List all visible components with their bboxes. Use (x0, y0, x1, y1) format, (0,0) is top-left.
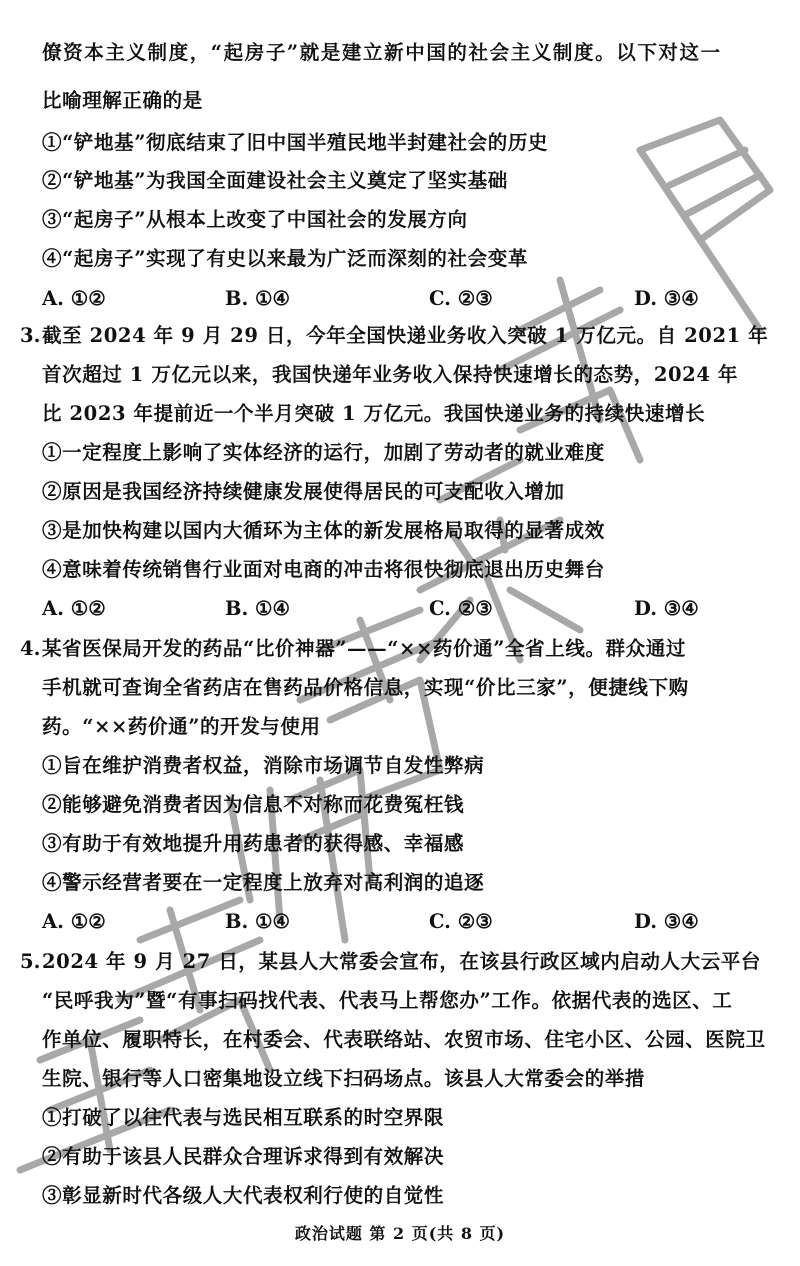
q4-stem-line-3: 药。“××药价通”的开发与使用 (42, 715, 321, 738)
q3-options (42, 594, 782, 624)
q4-item-2: ②能够避免消费者因为信息不对称而花费冤枉钱 (42, 793, 465, 816)
q3-option-a: A. ①② (42, 597, 106, 620)
q3-item-4: ④意味着传统销售行业面对电商的冲击将很快彻底退出历史舞台 (42, 558, 605, 581)
q2-item-1: ①“铲地基”彻底结束了旧中国半殖民地半封建社会的历史 (42, 131, 549, 154)
q5-stem-line-1: 2024 年 9 月 27 日，某县人大常委会宣布，在该县行政区域内启动人大云平台 (42, 950, 762, 973)
q4-item-4: ④警示经营者要在一定程度上放弃对高利润的追逐 (42, 871, 485, 894)
q4-stem-line-2: 手机就可查询全省药店在售药品价格信息，实现“价比三家”，便捷线下购 (42, 676, 689, 699)
q4-number: 4. (20, 637, 41, 660)
q2-option-a: A. ①② (42, 287, 106, 310)
q3-item-3: ③是加快构建以国内大循环为主体的新发展格局取得的显著成效 (42, 519, 605, 542)
q2-stem-line-1: 僚资本主义制度，“起房子”就是建立新中国的社会主义制度。以下对这一 (42, 41, 722, 64)
q3-option-c: C. ②③ (429, 597, 493, 620)
q5-stem-line-4: 生院、银行等人口密集地设立线下扫码场点。该县人大常委会的举措 (42, 1067, 646, 1090)
q4-option-b: B. ①④ (225, 910, 291, 933)
q3-option-d: D. ③④ (634, 597, 699, 620)
q2-item-2: ②“铲地基”为我国全面建设社会主义奠定了坚实基础 (42, 169, 508, 192)
q2-option-d: D. ③④ (634, 287, 699, 310)
q4-stem-line-1: 某省医保局开发的药品“比价神器”——“××药价通”全省上线。群众通过 (42, 637, 686, 660)
q2-item-3: ③“起房子”从根本上改变了中国社会的发展方向 (42, 208, 468, 231)
q5-item-2: ②有助于该县人民群众合理诉求得到有效解决 (42, 1145, 445, 1168)
q5-stem-line-3: 作单位、履职特长，在村委会、代表联络站、农贸市场、住宅小区、公园、医院卫 (42, 1028, 766, 1051)
page-footer: 政治试题 第 2 页(共 8 页) (294, 1224, 506, 1243)
q3-item-1: ①一定程度上影响了实体经济的运行，加剧了劳动者的就业难度 (42, 441, 605, 464)
q3-stem-line-3: 比 2023 年提前近一个半月突破 1 万亿元。我国快递业务的持续快速增长 (42, 402, 706, 425)
q2-option-c: C. ②③ (429, 287, 493, 310)
q2-stem-line-2: 比喻理解正确的是 (42, 89, 203, 112)
q3-item-2: ②原因是我国经济持续健康发展使得居民的可支配收入增加 (42, 480, 565, 503)
q3-option-b: B. ①④ (225, 597, 291, 620)
q4-options (42, 907, 782, 937)
q4-option-c: C. ②③ (429, 910, 493, 933)
q5-number: 5. (20, 950, 41, 973)
q2-options (42, 284, 782, 314)
q4-option-a: A. ①② (42, 910, 106, 933)
q5-stem-line-2: “民呼我为”暨“有事扫码找代表、代表马上帮您办”工作。依据代表的选区、工 (42, 989, 733, 1012)
q3-stem-line-2: 首次超过 1 万亿元以来，我国快递年业务收入保持快速增长的态势，2024 年 (42, 363, 739, 386)
q4-option-d: D. ③④ (634, 910, 699, 933)
q5-item-3: ③彰显新时代各级人大代表权利行使的自觉性 (42, 1184, 445, 1207)
q3-number: 3. (20, 324, 41, 347)
q4-item-3: ③有助于有效地提升用药患者的获得感、幸福感 (42, 832, 465, 855)
q2-item-4: ④“起房子”实现了有史以来最为广泛而深刻的社会变革 (42, 247, 528, 270)
q4-item-1: ①旨在维护消费者权益，消除市场调节自发性弊病 (42, 754, 485, 777)
q3-stem-line-1: 截至 2024 年 9 月 29 日，今年全国快递业务收入突破 1 万亿元。自 2021 年 (42, 324, 769, 347)
q2-option-b: B. ①④ (225, 287, 291, 310)
q5-item-1: ①打破了以往代表与选民相互联系的时空界限 (42, 1106, 445, 1129)
